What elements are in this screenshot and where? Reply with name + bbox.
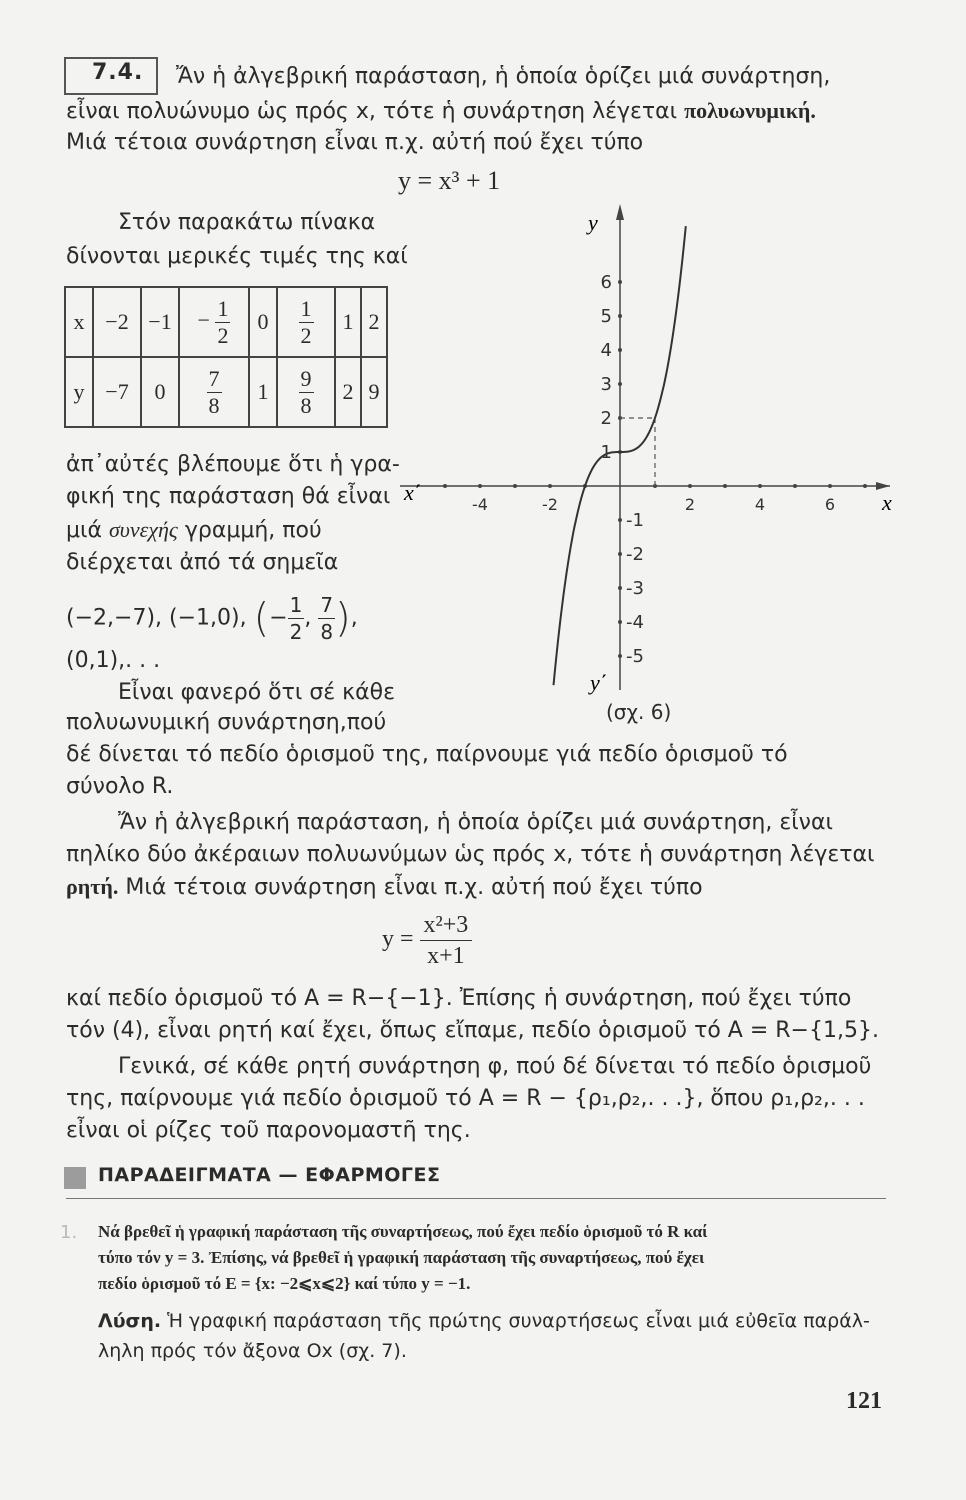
domain-line-2: σύνολο R.: [66, 774, 174, 799]
x-axis-arrow: [876, 482, 890, 490]
header-divider: [66, 1198, 886, 1199]
x-tick-mark: [513, 484, 517, 488]
fraction-numerator: 1: [289, 593, 303, 617]
table-cell: 2: [361, 287, 387, 357]
y-tick-label: 3: [600, 374, 612, 395]
table-cell-fraction: [179, 357, 249, 427]
fraction-denominator: 8: [320, 620, 334, 644]
y-tick-mark: [618, 280, 622, 284]
points-text: (−2,−7), (−1,0),: [66, 605, 247, 631]
y-tick-mark: [618, 586, 622, 590]
table-cell: 2: [335, 357, 361, 427]
y-tick-label: 4: [600, 340, 612, 361]
fraction: [299, 296, 314, 349]
example-number: 1.: [60, 1222, 78, 1243]
example-line-1: Νά βρεθεῖ ἡ γραφική παράσταση τῆς συναρτήσεως, πού ἔχει πεδίο ὁρισμοῦ τό R καί: [98, 1222, 708, 1241]
x-tick-mark: [828, 484, 832, 488]
after-table-line-3: [66, 513, 322, 548]
after-table-line-1: ἀπ᾽αὐτές βλέπουμε ὅτι ἡ γρα-: [66, 452, 400, 477]
fraction-denominator: 2: [300, 322, 312, 348]
term-continuous: συνεχής: [108, 517, 178, 542]
after-table-line-3-pre: μιά: [66, 518, 109, 543]
section-marker-icon: [64, 1167, 86, 1189]
formula-denominator: x+1: [427, 943, 465, 969]
formula-numerator: x²+3: [420, 910, 473, 941]
table-cell: −2: [93, 287, 141, 357]
paren-close: ): [335, 595, 351, 642]
table-y-label: y: [65, 357, 93, 427]
value-table: [64, 286, 388, 428]
formula-rational: [382, 910, 472, 971]
cubic-graph: [390, 190, 910, 730]
solution-line-2: ληλη πρός τόν ἄξονα Ox (σχ. 7).: [98, 1340, 407, 1362]
y-tick-label: 5: [600, 306, 612, 327]
x-tick-mark: [548, 484, 552, 488]
table-cell: 0: [249, 287, 277, 357]
x-tick-mark: [688, 484, 692, 488]
table-intro-line-1: Στόν παρακάτω πίνακα: [118, 210, 376, 235]
fraction: [207, 366, 222, 419]
y-tick-mark: [618, 552, 622, 556]
y-tick-mark: [618, 314, 622, 318]
example-line-2: τύπο τόν y = 3. Ἐπίσης, νά βρεθεῖ ἡ γραφική παράσταση τῆς συναρτήσεως, πού ἔχει: [98, 1248, 705, 1267]
fraction-numerator: 7: [208, 365, 220, 391]
term-rational: ρητή.: [66, 874, 119, 899]
y-tick-label: -2: [626, 544, 644, 565]
page-number: 121: [846, 1388, 882, 1414]
section-number: 7.4.: [92, 60, 144, 85]
fraction: [299, 366, 314, 419]
y-tick-label: -4: [626, 612, 644, 633]
fraction-denominator: 2: [217, 322, 229, 348]
y-tick-mark: [618, 620, 622, 624]
y-tick-label: -1: [626, 510, 644, 531]
formula-cubic: y = x³ + 1: [398, 166, 501, 195]
y-tick-label: -5: [626, 646, 644, 667]
y-tick-label: 6: [600, 272, 612, 293]
solution-line-1: [98, 1306, 870, 1336]
example-line-3: πεδίο ὁρισμοῦ τό E = {x: −2⩽x⩽2} καί τύπο y = −1.: [98, 1274, 471, 1293]
x-tick-label: 6: [824, 495, 836, 514]
term-polynomial: πολυωνυμική.: [684, 98, 816, 123]
rational-line-3: [66, 870, 703, 905]
x-tick-mark: [443, 484, 447, 488]
fraction-numerator: 1: [217, 295, 229, 321]
intro-line-2-text: εἶναι πολυώνυμο ὡς πρός x, τότε ἡ συνάρτηση λέγεται: [66, 99, 685, 124]
y-axis-arrow: [616, 204, 624, 220]
table-row-y: [65, 357, 387, 427]
axis-label-x: x: [882, 490, 892, 515]
x-tick-mark: [793, 484, 797, 488]
points-list: (−2,−7), (−1,0), (− $\frac{1}{2}$ , $\frac{7}{8}$ ),: [66, 593, 358, 644]
formula-fraction: [420, 910, 473, 971]
point-x-fraction: [288, 592, 305, 645]
solution-label: Λύση.: [98, 1310, 162, 1332]
x-tick-mark: [863, 484, 867, 488]
fraction-numerator: 1: [300, 295, 312, 321]
fraction-denominator: 8: [300, 392, 312, 418]
axis-label-x-neg: x΄: [404, 480, 422, 505]
rational-line-2: πηλίκο δύο ἀκέραιων πολυωνύμων ὡς πρός x, τότε ἡ συνάρτηση λέγεται: [66, 842, 875, 867]
rational-line-8: εἶναι οἱ ρίζες τοῦ παρονομαστῆ της.: [66, 1118, 471, 1143]
y-tick-mark: [618, 348, 622, 352]
x-tick-mark: [478, 484, 482, 488]
y-tick-mark: [618, 382, 622, 386]
examples-header: ΠΑΡΑΔΕΙΓΜΑΤΑ — ΕΦΑΡΜΟΓΕΣ: [98, 1164, 441, 1186]
after-table-line-7: Εἶναι φανερό ὅτι σέ κάθε: [118, 680, 395, 705]
x-tick-label: -4: [472, 495, 488, 514]
x-tick-label: 4: [754, 495, 766, 514]
rational-line-7: της, παίρνουμε γιά πεδίο ὁρισμοῦ τό A = R − {ρ₁,ρ₂,. . .}, ὅπου ρ₁,ρ₂,. . .: [66, 1086, 865, 1111]
rational-line-1: Ἄν ἡ ἀλγεβρική παράσταση, ἡ ὁποία ὁρίζει μιά συνάρτηση, εἶναι: [118, 810, 833, 835]
after-table-line-8: πολυωνυμική συνάρτηση,πού: [66, 710, 387, 735]
fraction-denominator: 8: [208, 392, 220, 418]
point-y-fraction: [318, 592, 335, 645]
intro-line-3: Μιά τέτοια συνάρτηση εἶναι π.χ. αὐτή πού ἔχει τύπο: [66, 130, 644, 155]
intro-line-2: [66, 94, 816, 129]
y-tick-mark: [618, 518, 622, 522]
fraction-numerator: 7: [320, 593, 334, 617]
table-x-label: x: [65, 287, 93, 357]
table-cell-fraction: [277, 287, 335, 357]
intro-line-1: Ἄν ἡ ἀλγεβρική παράσταση, ἡ ὁποία ὁρίζει μιά συνάρτηση,: [176, 64, 831, 89]
table-cell: −7: [93, 357, 141, 427]
rational-line-5: τόν (4), εἶναι ρητή καί ἔχει, ὅπως εἴπαμε, πεδίο ὁρισμοῦ τό A = R−{1,5}.: [66, 1018, 879, 1043]
paren-open: (: [253, 595, 270, 642]
domain-line-1: δέ δίνεται τό πεδίο ὁρισμοῦ της, παίρνουμε γιά πεδίο ὁρισμοῦ τό: [66, 742, 788, 767]
x-tick-label: -2: [542, 495, 558, 514]
axis-label-y-neg: y΄: [590, 670, 608, 695]
rational-line-3-text: Μιά τέτοια συνάρτηση εἶναι π.χ. αὐτή πού ἔχει τύπο: [118, 875, 703, 900]
table-cell-fraction: [277, 357, 335, 427]
axis-label-y: y: [588, 210, 598, 235]
fraction-numerator: 9: [300, 365, 312, 391]
fraction-denominator: 2: [289, 620, 303, 644]
table-cell: 1: [249, 357, 277, 427]
figure-caption: (σχ. 6): [606, 700, 672, 724]
x-tick-mark: [723, 484, 727, 488]
y-tick-label: 2: [600, 408, 612, 429]
y-tick-label: -3: [626, 578, 644, 599]
rational-line-6: Γενικά, σέ κάθε ρητή συνάρτηση φ, πού δέ δίνεται τό πεδίο ὁρισμοῦ: [118, 1054, 872, 1079]
y-tick-label: 1: [600, 442, 612, 463]
table-cell: 1: [335, 287, 361, 357]
y-tick-mark: [618, 654, 622, 658]
fraction-sign: −: [197, 307, 210, 333]
table-cell-fraction: [179, 287, 249, 357]
solution-text: Ἡ γραφική παράσταση τῆς πρώτης συναρτήσεως εἶναι μιά εὐθεῖα παράλ-: [161, 1310, 870, 1332]
point-sign: −: [269, 605, 288, 631]
formula-lhs: y =: [382, 926, 414, 953]
after-table-line-3-post: γραμμή, πού: [177, 518, 322, 543]
table-cell: 0: [141, 357, 179, 427]
table-cell: −1: [141, 287, 179, 357]
fraction: [215, 296, 230, 349]
x-tick-mark: [758, 484, 762, 488]
table-intro-line-2: δίνονται μερικές τιμές της καί: [66, 244, 408, 269]
table-cell: 9: [361, 357, 387, 427]
x-tick-label: 2: [684, 495, 696, 514]
after-table-line-4: διέρχεται ἀπό τά σημεῖα: [66, 550, 339, 575]
after-table-line-2: φική της παράσταση θά εἶναι: [66, 484, 391, 509]
table-row-x: [65, 287, 387, 357]
rational-line-4: καί πεδίο ὁρισμοῦ τό A = R−{−1}. Ἐπίσης ἡ συνάρτηση, πού ἔχει τύπο: [66, 986, 852, 1011]
after-table-line-6: (0,1),. . .: [66, 648, 161, 673]
